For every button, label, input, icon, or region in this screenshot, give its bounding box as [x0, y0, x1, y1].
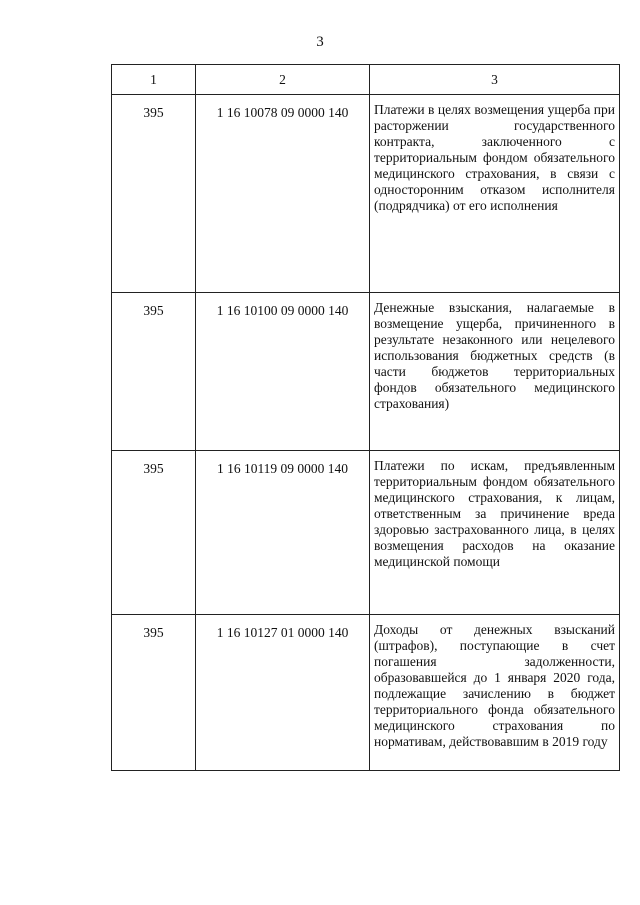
table-row — [112, 95, 620, 293]
column-header-3: 3 — [370, 65, 620, 95]
column-header-2: 2 — [196, 65, 370, 95]
budget-code-cell: 1 16 10100 09 0000 140 — [196, 293, 370, 451]
budget-code-cell: 1 16 10127 01 0000 140 — [196, 615, 370, 771]
table-row — [112, 293, 620, 451]
description-cell: Платежи в целях возмещения ущерба при расторжении государственного контракта, заключенного с территориальным фондом обязательного медицинского страхования, в связи с односторонним отказом исполнителя (подрядчика) от его исполнения — [370, 95, 620, 293]
admin-code-cell: 395 — [112, 293, 196, 451]
table-row — [112, 451, 620, 615]
admin-code-cell: 395 — [112, 615, 196, 771]
admin-code-cell: 395 — [112, 95, 196, 293]
description-cell: Доходы от денежных взысканий (штрафов), поступающие в счет погашения задолженности, образовавшейся до 1 января 2020 года, подлежащие зачислению в бюджет территориального фонда обязательного медицинского страхования по нормативам, действовавшим в 2019 году — [370, 615, 620, 771]
table-header-row — [112, 65, 620, 95]
page-number: 3 — [316, 34, 324, 50]
table-row — [112, 615, 620, 771]
revenue-codes-table — [111, 64, 620, 771]
description-cell: Денежные взыскания, налагаемые в возмещение ущерба, причиненного в результате незаконного или нецелевого использования бюджетных средств (в части бюджетов территориальных фондов обязательного медицинского страхования) — [370, 293, 620, 451]
budget-code-cell: 1 16 10078 09 0000 140 — [196, 95, 370, 293]
budget-code-cell: 1 16 10119 09 0000 140 — [196, 451, 370, 615]
admin-code-cell: 395 — [112, 451, 196, 615]
description-cell: Платежи по искам, предъявленным территориальным фондом обязательного медицинского страхования, к лицам, ответственным за причинение вреда здоровью застрахованного лица, в целях возмещения расходов на оказание медицинской помощи — [370, 451, 620, 615]
column-header-1: 1 — [112, 65, 196, 95]
